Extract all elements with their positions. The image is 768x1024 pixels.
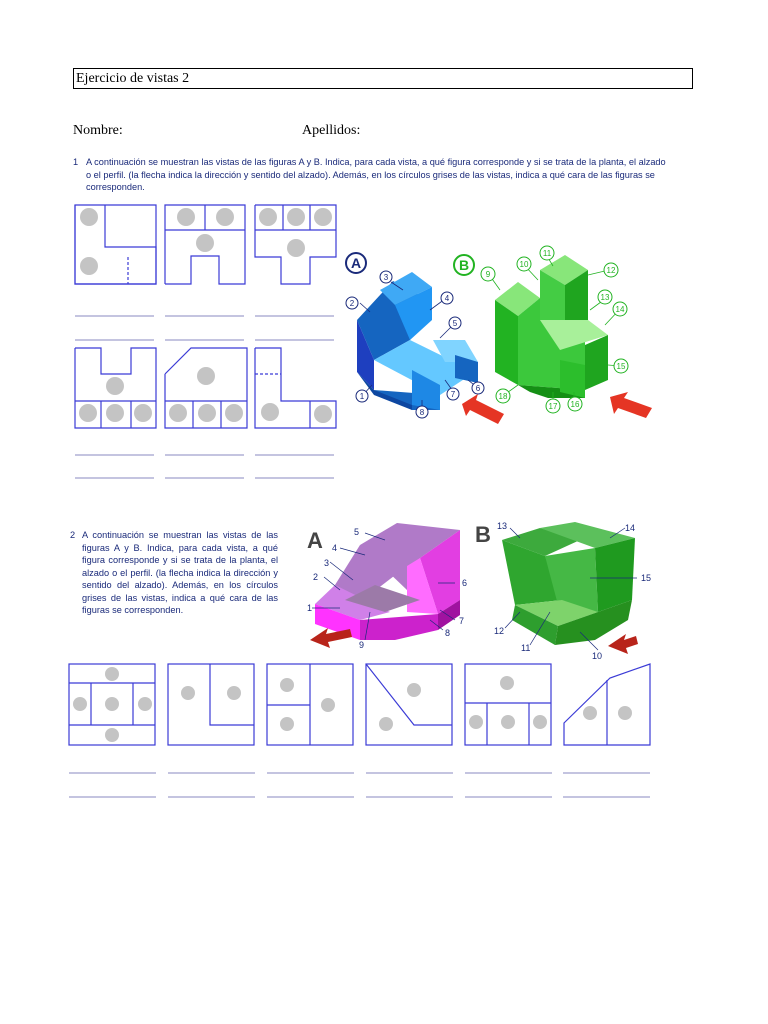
ex2-view-2 <box>168 664 254 745</box>
ex1-figure-b <box>495 255 608 398</box>
ex2-callout-15: 15 <box>641 573 652 583</box>
ex2-arrow-a <box>310 628 352 648</box>
ex2-arrow-b <box>608 634 638 654</box>
ex1-view-5 <box>165 348 247 428</box>
ex1-callout-16: 16 <box>570 400 580 409</box>
ex2-callout-2: 2 <box>313 572 319 582</box>
ex2-callout-6: 6 <box>462 578 468 588</box>
ex1-callout-8: 8 <box>419 408 425 417</box>
ex1-callout-14: 14 <box>615 305 625 314</box>
ex1-figure-a <box>357 272 478 410</box>
ex1-callout-7: 7 <box>450 390 456 399</box>
ex1-view-3 <box>255 205 336 284</box>
ex2-callout-3: 3 <box>324 558 330 568</box>
ex2-view-4 <box>366 664 452 745</box>
ex1-b-label <box>454 255 474 275</box>
ex2-callout-10: 10 <box>592 651 603 661</box>
ex1-callout-18: 18 <box>498 392 508 401</box>
ex1-callout-5: 5 <box>452 319 458 328</box>
ex2-callout-14: 14 <box>625 523 636 533</box>
ex1-b-letter: B <box>458 257 470 273</box>
ex1-callout-1: 1 <box>359 392 365 401</box>
ex2-b-letter: B <box>475 522 491 547</box>
ex1-view-2 <box>165 205 245 284</box>
ex2-answer-lines[interactable] <box>69 773 650 797</box>
ex1-a-letter: A <box>350 255 362 271</box>
ex1-view-4 <box>75 348 156 428</box>
ex1-view-1 <box>75 205 156 284</box>
ex1-callout-9: 9 <box>485 270 491 279</box>
ex2-callout-1: 1 <box>307 603 313 613</box>
ex1-callout-13: 13 <box>600 293 610 302</box>
ex1-callout-2: 2 <box>349 299 355 308</box>
ex2-callout-8: 8 <box>445 628 451 638</box>
ex2-callout-11: 11 <box>521 643 531 653</box>
ex1-callout-3: 3 <box>383 273 389 282</box>
ex1-callout-10: 10 <box>519 260 529 269</box>
worksheet-title: Ejercicio de vistas 2 <box>73 68 693 89</box>
ex1-a-label <box>346 253 366 273</box>
ex2-view-3 <box>267 664 353 745</box>
ex1-arrow-b <box>610 392 652 418</box>
ex2-view-1 <box>69 664 155 745</box>
ex2-callout-13: 13 <box>497 521 508 531</box>
exercise1-instructions: A continuación se muestran las vistas de las figuras A y B. Indica, para cada vista, a qué figura corresponde y si se trata de la planta, el alzado o el perfil. (la flecha indica la dirección y sentido del alzado). Además, en los círculos grises de las vistas, indica a qué cara de las figuras se corresponden. <box>86 157 666 192</box>
ex2-figure-a <box>315 523 460 640</box>
ex2-figure-b <box>502 522 635 645</box>
ex2-callout-12: 12 <box>494 626 505 636</box>
exercise1-number: 1 <box>73 157 79 167</box>
ex2-callout-5: 5 <box>354 527 360 537</box>
surname-label: Apellidos: <box>302 123 361 138</box>
ex1-callout-15: 15 <box>616 362 626 371</box>
ex2-view-6 <box>564 664 650 745</box>
ex1-view-6 <box>255 348 336 428</box>
ex2-callout-7: 7 <box>459 616 465 626</box>
ex2-callout-9: 9 <box>359 640 365 650</box>
ex2-callout-4: 4 <box>332 543 338 553</box>
ex1-callout-4: 4 <box>444 294 450 303</box>
exercise2-number: 2 <box>70 530 76 540</box>
ex1-callout-17: 17 <box>548 402 558 411</box>
ex2-view-5 <box>465 664 551 745</box>
exercise2-instructions: A continuación se muestran las vistas de las figuras A y B. Indica, para cada vista, a qué figura corresponde y si se trata de la planta, el alzado o el perfil. (la flecha indica la dirección y sentido del alzado). Además, en los círculos grises de las vistas, indica a qué cara de las figuras se corresponden. <box>82 530 278 615</box>
ex1-callout-11: 11 <box>542 249 552 258</box>
name-label: Nombre: <box>73 123 123 138</box>
ex1-answer-lines[interactable] <box>75 316 334 478</box>
ex1-callout-6: 6 <box>475 384 481 393</box>
ex2-a-letter: A <box>307 528 323 553</box>
ex1-callout-12: 12 <box>606 266 616 275</box>
